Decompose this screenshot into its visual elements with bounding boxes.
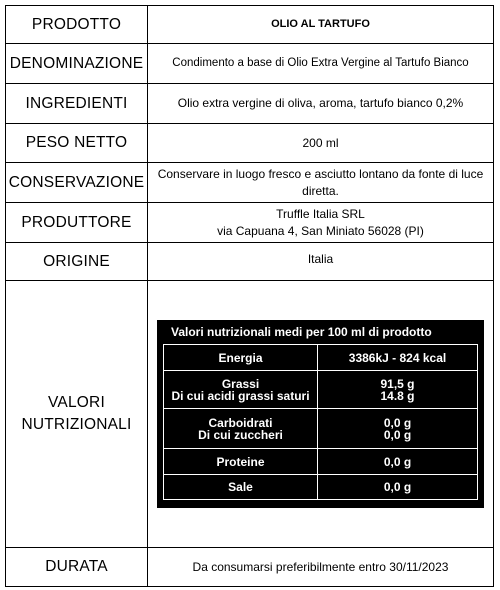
label-peso-netto: PESO NETTO xyxy=(6,124,148,163)
nutrient-name: Sale xyxy=(164,475,318,500)
value-valori-nutrizionali xyxy=(148,281,494,548)
value-conservazione: Conservare in luogo fresco e asciutto lontano da fonte di luce diretta. xyxy=(148,163,494,203)
label-prodotto: PRODOTTO xyxy=(6,6,148,44)
nutrient-name xyxy=(164,371,318,409)
label-valori-line2: NUTRIZIONALI xyxy=(21,416,132,433)
nutrient-value: 3386kJ - 824 kcal xyxy=(318,345,478,371)
nutrition-title: Valori nutrizionali medi per 100 ml di prodotto xyxy=(171,325,432,339)
row-ingredienti xyxy=(6,84,494,124)
nutrition-row xyxy=(164,475,478,500)
row-prodotto xyxy=(6,6,494,44)
label-valori-nutrizionali xyxy=(6,281,148,548)
nutrition-row xyxy=(164,371,478,409)
nutrient-name-line2: Di cui zuccheri xyxy=(198,427,283,442)
label-produttore: PRODUTTORE xyxy=(6,203,148,243)
nutrient-value: 0,0 g xyxy=(318,449,478,475)
nutrient-value: 0,0 g xyxy=(318,475,478,500)
row-produttore xyxy=(6,203,494,243)
row-durata xyxy=(6,548,494,587)
nutrient-value-line1: 91,5 g xyxy=(380,376,415,391)
value-prodotto: OLIO AL TARTUFO xyxy=(148,6,494,44)
value-ingredienti: Olio extra vergine di oliva, aroma, tartufo bianco 0,2% xyxy=(148,84,494,124)
value-durata: Da consumarsi preferibilmente entro 30/11/2023 xyxy=(148,548,494,587)
row-origine xyxy=(6,243,494,281)
nutrition-facts-box xyxy=(157,320,484,508)
row-denominazione xyxy=(6,44,494,84)
value-origine: Italia xyxy=(148,243,494,281)
nutrient-value xyxy=(318,371,478,409)
value-denominazione: Condimento a base di Olio Extra Vergine al Tartufo Bianco xyxy=(148,44,494,84)
product-spec-table xyxy=(5,5,494,587)
nutrient-value-line2: 14.8 g xyxy=(380,388,415,403)
nutrition-table xyxy=(163,344,478,500)
label-valori-line1: VALORI xyxy=(48,394,105,411)
nutrient-name: Energia xyxy=(164,345,318,371)
nutrient-name-line2: Di cui acidi grassi saturi xyxy=(171,388,310,403)
nutrition-row xyxy=(164,409,478,449)
label-origine: ORIGINE xyxy=(6,243,148,281)
nutrition-row xyxy=(164,449,478,475)
nutrition-row xyxy=(164,345,478,371)
row-valori-nutrizionali xyxy=(6,281,494,548)
producer-name: Truffle Italia SRL xyxy=(276,206,365,221)
label-durata: DURATA xyxy=(6,548,148,587)
nutrient-name-line1: Grassi xyxy=(221,376,260,391)
nutrient-name-line1: Carboidrati xyxy=(208,415,273,430)
label-conservazione: CONSERVAZIONE xyxy=(6,163,148,203)
nutrient-name xyxy=(164,409,318,449)
producer-address: via Capuana 4, San Miniato 56028 (PI) xyxy=(217,223,424,238)
nutrient-value xyxy=(318,409,478,449)
value-produttore xyxy=(148,203,494,243)
label-ingredienti: INGREDIENTI xyxy=(6,84,148,124)
nutrient-value-line1: 0,0 g xyxy=(383,415,412,430)
value-peso-netto: 200 ml xyxy=(148,124,494,163)
nutrient-value-line2: 0,0 g xyxy=(383,427,412,442)
nutrient-name: Proteine xyxy=(164,449,318,475)
row-conservazione xyxy=(6,163,494,203)
label-denominazione: DENOMINAZIONE xyxy=(6,44,148,84)
row-peso-netto xyxy=(6,124,494,163)
